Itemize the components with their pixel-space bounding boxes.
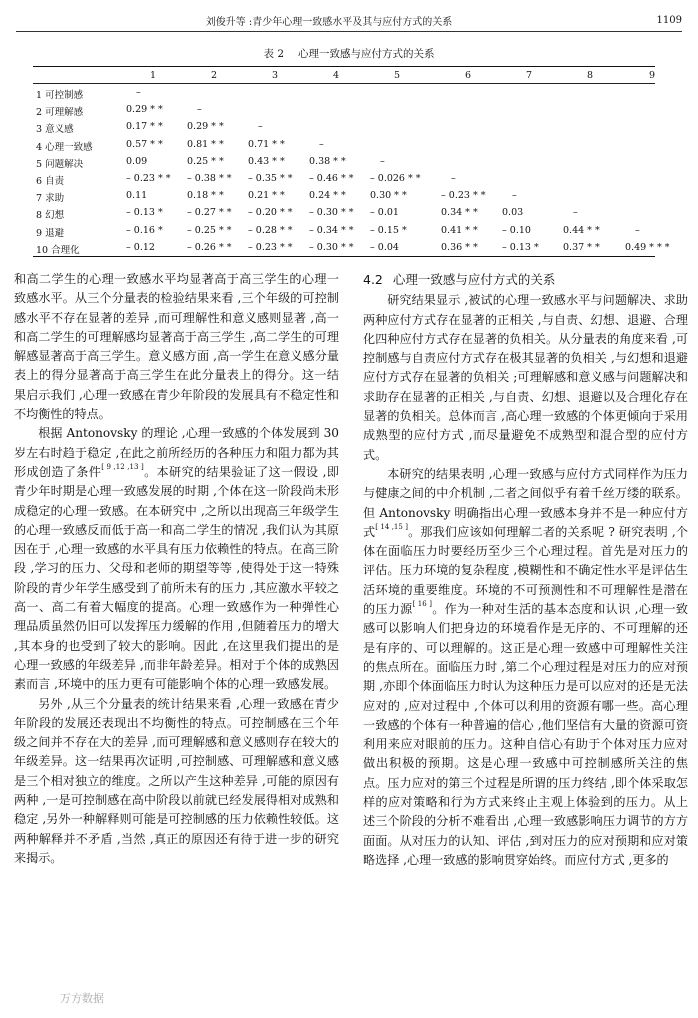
watermark: 万方数据	[60, 992, 104, 1005]
table-cell: – 0.25 * *	[187, 224, 232, 236]
table-cell: 0.18 * *	[187, 190, 224, 202]
table-cell: – 0.34 * *	[309, 224, 354, 236]
table-cell: 0.03	[502, 207, 524, 219]
table-cell: 0.41 * *	[441, 224, 478, 236]
table-row-label: 2 可理解感	[36, 107, 84, 119]
table-title: 心理一致感与应付方式的关系	[298, 48, 435, 60]
table-cell: 0.38 * *	[309, 155, 346, 167]
table-row-label: 9 退避	[36, 227, 65, 239]
table-cell: – 0.26 * *	[187, 241, 232, 253]
table-row-label: 4 心理一致感	[36, 141, 93, 153]
table-row	[33, 136, 655, 153]
paragraph: 根据 Antonovsky 的理论 ,心理一致感的个体发展到 30 岁左右时趋于稳定 ,在此之前所经历的各种压力和阻力都为其形成创造了条件[ 9 ,12 ,13 ]。本研究的结果验证了这一假设 ,即青少年时期是心理一致感发展的时期 ,个体在这一阶段尚未形成稳定的心理一致感。在本研究中 ,之所以出现高三年级学生的心理一致感反而低于高一和高二学生的情况 ,我们认为其原因在于 ,心理一致感的水平具有压力依赖性的特点。在高三阶段 ,学习的压力、父母和老师的期望等等 ,使得处于这一特殊阶段的青少年学生感受到了前所未有的压力 ,其应激水平较之高一、高二有着大幅度的提高。心理一致感作为一种弹性心理品质虽然仍旧可以发挥压力缓解的作用 ,但随着压力的增大 ,其本身的也受到了较大的影响。因此 ,在这里我们提出的是心理一致感的年级差异 ,而非年龄差异。相对于个体的成熟因素而言 ,环境中的压力更有可能影响个体的心理一致感发展。	[14, 426, 339, 692]
table-row	[33, 101, 655, 118]
table-cell: 0.29 * *	[187, 121, 224, 133]
table-cell: 0.34 * *	[441, 207, 478, 219]
table-cell: 0.57 * *	[126, 138, 163, 150]
table-cell: – 0.026 * *	[370, 172, 421, 184]
section-number: 4.2	[363, 272, 383, 287]
table-cell: 0.24 * *	[309, 190, 346, 202]
table-bottom-rule	[33, 256, 655, 257]
table-column-header: 5	[394, 70, 401, 81]
table-row-label: 1 可控制感	[36, 90, 84, 101]
table-row	[33, 222, 655, 239]
table-cell: – 0.23 * *	[441, 190, 486, 202]
table-row	[33, 239, 670, 256]
table-column-header: 9	[649, 70, 656, 81]
table-cell: 0.29 * *	[126, 104, 163, 116]
paragraph: 研究结果显示 ,被试的心理一致感水平与问题解决、求助两种应付方式存在显著的正相关 ,与自责、幻想、退避、合理化四种应付方式存在显著的负相关。从分量表的角度来看 ,可控制感与自责应付方式存在极其显著的负相关 ,与幻想和退避应付方式存在显著的负相关 ;可理解感和意义感与问题解决和求助存在显著的正相关 ,与自责、幻想、退避以及合理化存在显著的负相关。总体而言 ,高心理一致感的个体更倾向于采用成熟型的应付方式 ,而尽量避免不成熟型和混合型的应付方式。	[363, 293, 688, 462]
table-row	[33, 84, 655, 101]
running-head-title: 刘俊升等 :青少年心理一致感水平及其与应付方式的关系	[205, 16, 453, 28]
table-row-label: 6 自责	[36, 175, 65, 187]
table-cell: –	[451, 172, 456, 184]
table-cell: – 0.15 *	[370, 224, 407, 236]
table-row	[33, 204, 655, 221]
table-cell: – 0.04	[370, 241, 399, 253]
table-cell: – 0.13 *	[502, 241, 539, 253]
table-column-header: 8	[587, 70, 594, 81]
table-row-label: 10 合理化	[36, 244, 80, 256]
table-body	[33, 84, 670, 256]
table-row	[33, 187, 655, 204]
table-cell: – 0.38 * *	[187, 172, 232, 184]
table-row-label: 8 幻想	[36, 210, 65, 222]
table-cell: 0.43 * *	[248, 155, 285, 167]
table-cell: – 0.23 * *	[248, 241, 293, 253]
paragraph: 和高二学生的心理一致感水平均显著高于高三学生的心理一致感水平。从三个分量表的检验结果来看 ,三个年级的可控制感水平不存在显著的差异 ,而可理解性和意义感则显著 ,高一和高二学生的可理解感均显著高于高三学生 ,高二学生的可理解感显著高于高三学生。意义感方面 ,高一学生在意义感分量表上的得分显著高于高三学生在此分量表上的得分。这一结果启示我们 ,心理一致感在青少年阶段的发展具有不稳定性和不均衡性的特点。	[14, 272, 339, 422]
table-caption	[0, 46, 698, 61]
section-title: 心理一致感与应付方式的关系	[392, 272, 556, 287]
correlation-table	[33, 66, 670, 257]
table-row-label: 7 求助	[36, 193, 65, 205]
table-row	[33, 170, 655, 187]
citation: [ 9 ,12 ,13 ]	[101, 462, 144, 471]
table-cell: 0.09	[126, 155, 148, 167]
table-cell: 0.36 * *	[441, 241, 478, 253]
left-column	[14, 270, 339, 868]
table-cell: – 0.28 * *	[248, 224, 293, 236]
table-cell: 0.81 * *	[187, 138, 224, 150]
table-cell: –	[136, 87, 141, 98]
table-cell: 0.71 * *	[248, 138, 285, 150]
table-row-label: 3 意义感	[36, 124, 74, 136]
table-cell: – 0.30 * *	[309, 207, 354, 219]
table-cell: –	[635, 224, 640, 236]
table-cell: – 0.13 *	[126, 207, 163, 219]
table-cell: – 0.23 * *	[126, 172, 171, 184]
table-cell: 0.37 * *	[563, 241, 600, 253]
table-cell: – 0.12	[126, 241, 155, 253]
table-cell: – 0.46 * *	[309, 172, 354, 184]
table-row	[33, 153, 655, 170]
table-cell: –	[512, 190, 517, 202]
table-cell: 0.11	[126, 190, 148, 202]
table-cell: – 0.16 *	[126, 224, 163, 236]
citation: [ 14 ,15 ]	[375, 522, 408, 531]
table-cell: 0.17 * *	[126, 121, 163, 133]
table-row	[33, 118, 655, 135]
table-cell: 0.30 * *	[370, 190, 407, 202]
paragraph: 另外 ,从三个分量表的统计结果来看 ,心理一致感在青少年阶段的发展还表现出不均衡性的特点。可控制感在三个年级之间并不存在大的差异 ,而可理解感和意义感则存在较大的年级差异。这一结果再次证明 ,可控制感、可理解感和意义感是三个相对独立的维度。之所以产生这种差异 ,可能的原因有两种 ,一是可控制感在高中阶段以前就已经发展得相对成熟和稳定 ,另外一种解释则可能是可控制感的压力依赖性较低。这两种解释并不矛盾 ,当然 ,真正的原因还有待于进一步的研究来揭示。	[14, 696, 339, 865]
table-label: 表 2	[263, 48, 285, 60]
section-heading	[363, 270, 688, 289]
table-header-row	[33, 67, 655, 83]
paragraph: 本研究的结果表明 ,心理一致感与应付方式同样作为压力与健康之间的中介机制 ,二者之间似乎有着千丝万缕的联系。但 Antonovsky 明确指出心理一致感本身并不是一种应付方式[ 14 ,15 ]。那我们应该如何理解二者的关系呢 ? 研究表明 ,个体在面临压力时要经历至少三个心理过程。首先是对压力的评估。压力环境的复杂程度 ,模糊性和不确定性水平是评估生活环境的重要维度。环境的不可预测性和不可理解性是潜在的压力源[ 16 ]。作为一种对生活的基本态度和认识 ,心理一致感可以影响人们把身边的环境看作是无序的、不可理解的还是有序的、可以理解的。这正是心理一致感中可理解性关注的焦点所在。面临压力时 ,第二个心理过程是对压力的应对预期 ,亦即个体面临压力时认为这种压力是可以应对的还是无法应对的 ,应对过程中 ,个体可以利用的资源有哪一些。高心理一致感的个体有一种普遍的信心 ,他们坚信有大量的资源可资利用来应对眼前的压力。这种自信心有助于个体对压力应对做出积极的预期。这是心理一致感中可控制感所关注的焦点。压力应对的第三个过程是所谓的压力终结 ,即个体采取怎样的应对策略和行为方式来终止主观上体验到的压力。从上述三个阶段的分析不难看出 ,心理一致感影响压力调节的方方面面。从对压力的认知、评估 ,到对压力的应对预期和应对策略选择 ,心理一致感的影响贯穿始终。而应付方式 ,更多的	[363, 466, 688, 867]
header-rule	[16, 31, 682, 32]
table-cell: –	[197, 104, 202, 116]
table-cell: 0.25 * *	[187, 155, 224, 167]
table-cell: – 0.01	[370, 207, 399, 219]
page-number: 1109	[656, 14, 682, 26]
table-column-header: 7	[526, 70, 533, 81]
table-cell: –	[319, 138, 324, 150]
table-column-header: 4	[333, 70, 340, 81]
table-cell: 0.49 * * *	[625, 241, 670, 253]
table-cell: 0.44 * *	[563, 224, 600, 236]
table-cell: – 0.30 * *	[309, 241, 354, 253]
table-cell: 0.21 * *	[248, 190, 285, 202]
table-column-header: 2	[211, 70, 218, 81]
table-column-header: 3	[272, 70, 279, 81]
table-row-label: 5 问题解决	[36, 158, 84, 170]
table-cell: –	[380, 155, 385, 167]
table-column-header: 1	[150, 70, 157, 81]
table-cell: – 0.20 * *	[248, 207, 293, 219]
table-cell: –	[573, 207, 578, 219]
table-column-header: 6	[465, 70, 472, 81]
table-cell: –	[258, 121, 263, 133]
running-head	[16, 10, 682, 30]
citation: [ 16 ]	[412, 600, 432, 609]
table-cell: – 0.27 * *	[187, 207, 232, 219]
table-cell: – 0.35 * *	[248, 172, 293, 184]
right-column	[363, 270, 688, 870]
table-cell: – 0.10	[502, 224, 531, 236]
